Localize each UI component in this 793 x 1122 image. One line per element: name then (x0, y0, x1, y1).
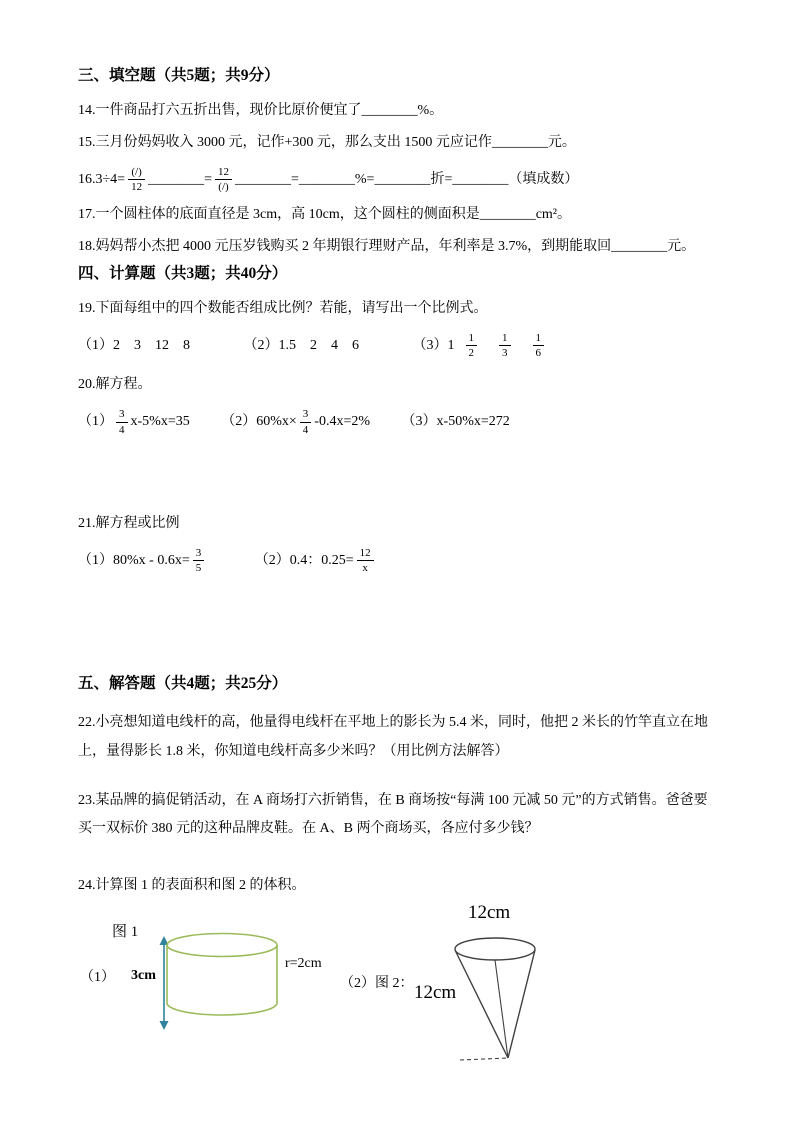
question-19-groups (78, 332, 715, 359)
q21-equation-2 (255, 547, 377, 574)
q19-group-3 (413, 332, 556, 359)
q21-eq1-fraction (193, 547, 205, 574)
q20-eq2-fraction (300, 408, 312, 435)
q19-group-2: （2）1.5 2 4 6 (243, 337, 359, 353)
fraction-numerator: 12 (215, 166, 232, 180)
figure1-item-label: （1） (80, 970, 115, 986)
q16-blank-1: ________ (148, 171, 205, 187)
q20-equation-1 (78, 408, 190, 435)
q21-eq2-lead: （2）0.4：0.25= (254, 552, 354, 568)
q20-eq1-fraction (116, 408, 128, 435)
question-24: 24.计算图 1 的表面积和图 2 的体积。 (78, 878, 306, 893)
question-16 (78, 166, 715, 193)
question-23: 23.某品牌的搞促销活动，在 A 商场打六折销售，在 B 商场按“每满 100 元减 50 元”的方式销售。爸爸要买一双标价 380 元的这种品牌皮鞋。在 A、B 两个商场买，各应付多少钱？ (78, 792, 708, 837)
q19-group-1: （1）2 3 12 8 (78, 337, 190, 353)
question-20-stem: 20.解方程。 (78, 377, 152, 393)
fraction-denominator: 6 (535, 347, 541, 360)
question-21-stem: 21.解方程或比例 (78, 515, 180, 531)
fraction-denominator: 12 (131, 180, 143, 193)
q20-equation-3: （3）x-50%x=272 (401, 414, 510, 430)
fraction-numerator: 3 (193, 547, 205, 561)
q16-blank-2: ________ (235, 171, 291, 187)
section-5-title: 五、解答题（共4题；共25分） (78, 675, 288, 693)
q20-eq1-tail: x-5%x=35 (130, 414, 190, 430)
figure2-item-label: （2）图 2： (340, 976, 414, 992)
fraction-numerator: 1 (499, 332, 511, 346)
figure1-caption: 图 1 (112, 924, 139, 941)
fraction-denominator: x (362, 562, 368, 575)
question-19-stem: 19.下面每组中的四个数能否组成比例？若能，请写出一个比例式。 (78, 300, 488, 316)
q16-equals: = (204, 171, 212, 187)
fraction-denominator: 3 (502, 347, 508, 360)
q20-eq1-lead: （1） (78, 414, 113, 430)
q19-fraction-third (499, 332, 511, 359)
section-3-title: 三、填空题（共5题；共9分） (78, 67, 280, 84)
figure2-diameter-label: 12cm (468, 902, 511, 924)
question-15: 15.三月份妈妈收入 3000 元，记作+300 元，那么支出 1500 元应记作________元。 (78, 135, 576, 151)
figure2-height-label: 12cm (414, 982, 457, 1004)
fraction-denominator: 4 (302, 423, 309, 436)
figure1-height-label: 3cm (131, 968, 156, 984)
section-4-title: 四、计算题（共3题；共40分） (78, 264, 288, 282)
fraction-numerator: 3 (300, 408, 312, 422)
cone-figure (450, 936, 542, 1066)
fraction-denominator: 5 (195, 562, 202, 575)
question-20-equations (78, 408, 715, 435)
question-17: 17.一个圆柱体的底面直径是 3cm，高 10cm，这个圆柱的侧面积是________cm²。 (78, 206, 572, 222)
figure-area (78, 904, 715, 1084)
q19-fraction-sixth (533, 332, 545, 359)
q20-equation-2 (221, 408, 370, 435)
q21-equation-1 (78, 547, 207, 574)
q21-eq2-fraction (357, 547, 374, 574)
q16-fraction-2 (215, 166, 232, 193)
question-22: 22.小亮想知道电线杆的高，他量得电线杆在平地上的影长为 5.4 米，同时，他把 2 米长的竹竿直立在地上，量得影长 1.8 米，你知道电线杆高多少米吗？（用比例方法解答） (78, 715, 708, 759)
q16-fraction-1 (128, 166, 145, 193)
q20-eq2-tail: -0.4x=2% (314, 414, 371, 430)
fraction-denominator: 4 (119, 423, 125, 436)
fraction-numerator: 1 (533, 332, 545, 346)
fraction-denominator: 2 (468, 347, 474, 360)
figure1-radius-label: r=2cm (285, 956, 322, 972)
question-14: 14.一件商品打六五折出售，现价比原价便宜了________%。 (78, 103, 444, 119)
q19-fraction-half (466, 332, 478, 359)
fraction-denominator: (/) (218, 180, 229, 193)
fraction-numerator: (/) (128, 166, 145, 180)
cylinder-figure (164, 932, 280, 1020)
q21-eq1-lead: （1）80%x - 0.6x= (78, 552, 190, 568)
question-18: 18.妈妈帮小杰把 4000 元压岁钱购买 2 年期银行理财产品，年利率是 3.7%，到期能取回________元。 (78, 239, 696, 255)
q16-tail: =________%=________折=________（填成数） (291, 171, 579, 187)
q16-lead: 16.3÷4= (78, 171, 126, 187)
fraction-numerator: 12 (357, 547, 374, 561)
q19-group-3-lead: （3）1 (412, 337, 455, 353)
question-21-equations (78, 547, 715, 574)
fraction-numerator: 3 (116, 408, 128, 422)
q20-eq2-lead: （2）60%x× (221, 414, 297, 430)
fraction-numerator: 1 (466, 332, 478, 346)
